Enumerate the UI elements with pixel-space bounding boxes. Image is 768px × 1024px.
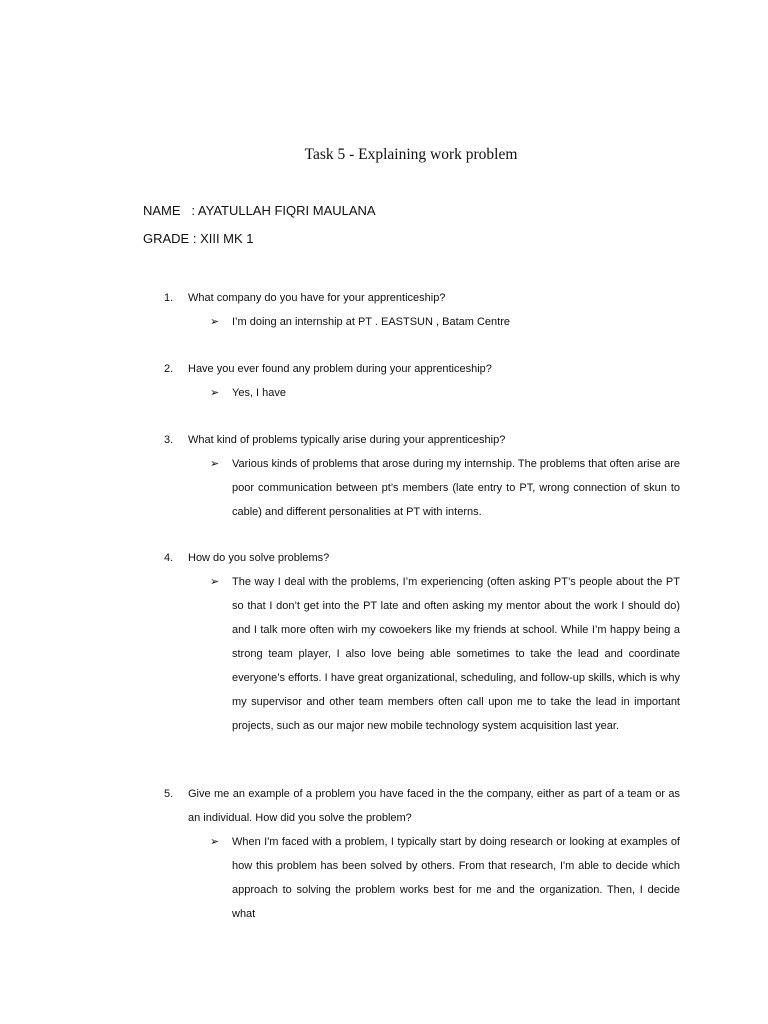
document-title: Task 5 - Explaining work problem bbox=[304, 146, 518, 163]
answer-text: Various kinds of problems that arose during my internship. The problems that often arise are poor communication between pt’s members (late entry to PT, wrong connection of skun to cable) and different personalities at PT with interns. bbox=[232, 458, 680, 518]
student-grade: GRADE : XIII MK 1 bbox=[143, 231, 254, 246]
answer-4 bbox=[210, 570, 680, 738]
question-number: 5. bbox=[164, 788, 174, 800]
arrow-bullet-icon: ➢ bbox=[210, 576, 220, 588]
answer-3 bbox=[210, 452, 680, 524]
answer-text: When I'm faced with a problem, I typically start by doing research or looking at examples of how this problem has been solved by others. From that research, I'm able to decide which approach to solving the problem works best for me and the organization. Then, I decide what bbox=[232, 836, 680, 920]
answer-text: Yes, I have bbox=[232, 387, 287, 399]
answer-text: I’m doing an internship at PT . EASTSUN , Batam Centre bbox=[232, 316, 510, 328]
question-number: 4. bbox=[164, 552, 174, 564]
question-text: Give me an example of a problem you have faced in the the company, either as part of a team or as an individual. How did you solve the problem? bbox=[188, 788, 680, 824]
answer-2 bbox=[210, 381, 680, 405]
arrow-bullet-icon: ➢ bbox=[210, 836, 220, 848]
question-5 bbox=[143, 782, 680, 830]
question-text: What company do you have for your apprenticeship? bbox=[188, 292, 446, 304]
answer-text: The way I deal with the problems, I’m experiencing (often asking PT’s people about the PT so that I don’t get into the PT late and often asking my mentor about the work I should do) and I talk more often wirh my cowoekers like my friends at school. While I’m happy being a strong team player, I also love being able sometimes to take the lead and coordinate everyone’s efforts. I have great organizational, scheduling, and follow-up skills, which is why my supervisor and other team members often call upon me to take the lead in important projects, such as our major new mobile technology system acquisition last year. bbox=[232, 576, 680, 732]
answer-1 bbox=[210, 310, 680, 334]
question-number: 2. bbox=[164, 363, 174, 375]
question-4 bbox=[143, 546, 680, 570]
question-text: How do you solve problems? bbox=[188, 552, 330, 564]
question-number: 3. bbox=[164, 434, 174, 446]
question-2 bbox=[143, 357, 680, 381]
arrow-bullet-icon: ➢ bbox=[210, 316, 220, 328]
question-text: Have you ever found any problem during your apprenticeship? bbox=[188, 363, 492, 375]
student-name: NAME : AYATULLAH FIQRI MAULANA bbox=[143, 203, 376, 218]
question-number: 1. bbox=[164, 292, 174, 304]
question-1 bbox=[143, 286, 680, 310]
question-text: What kind of problems typically arise during your apprenticeship? bbox=[188, 434, 506, 446]
arrow-bullet-icon: ➢ bbox=[210, 458, 220, 470]
question-3 bbox=[143, 428, 680, 452]
answer-5 bbox=[210, 830, 680, 926]
arrow-bullet-icon: ➢ bbox=[210, 387, 220, 399]
